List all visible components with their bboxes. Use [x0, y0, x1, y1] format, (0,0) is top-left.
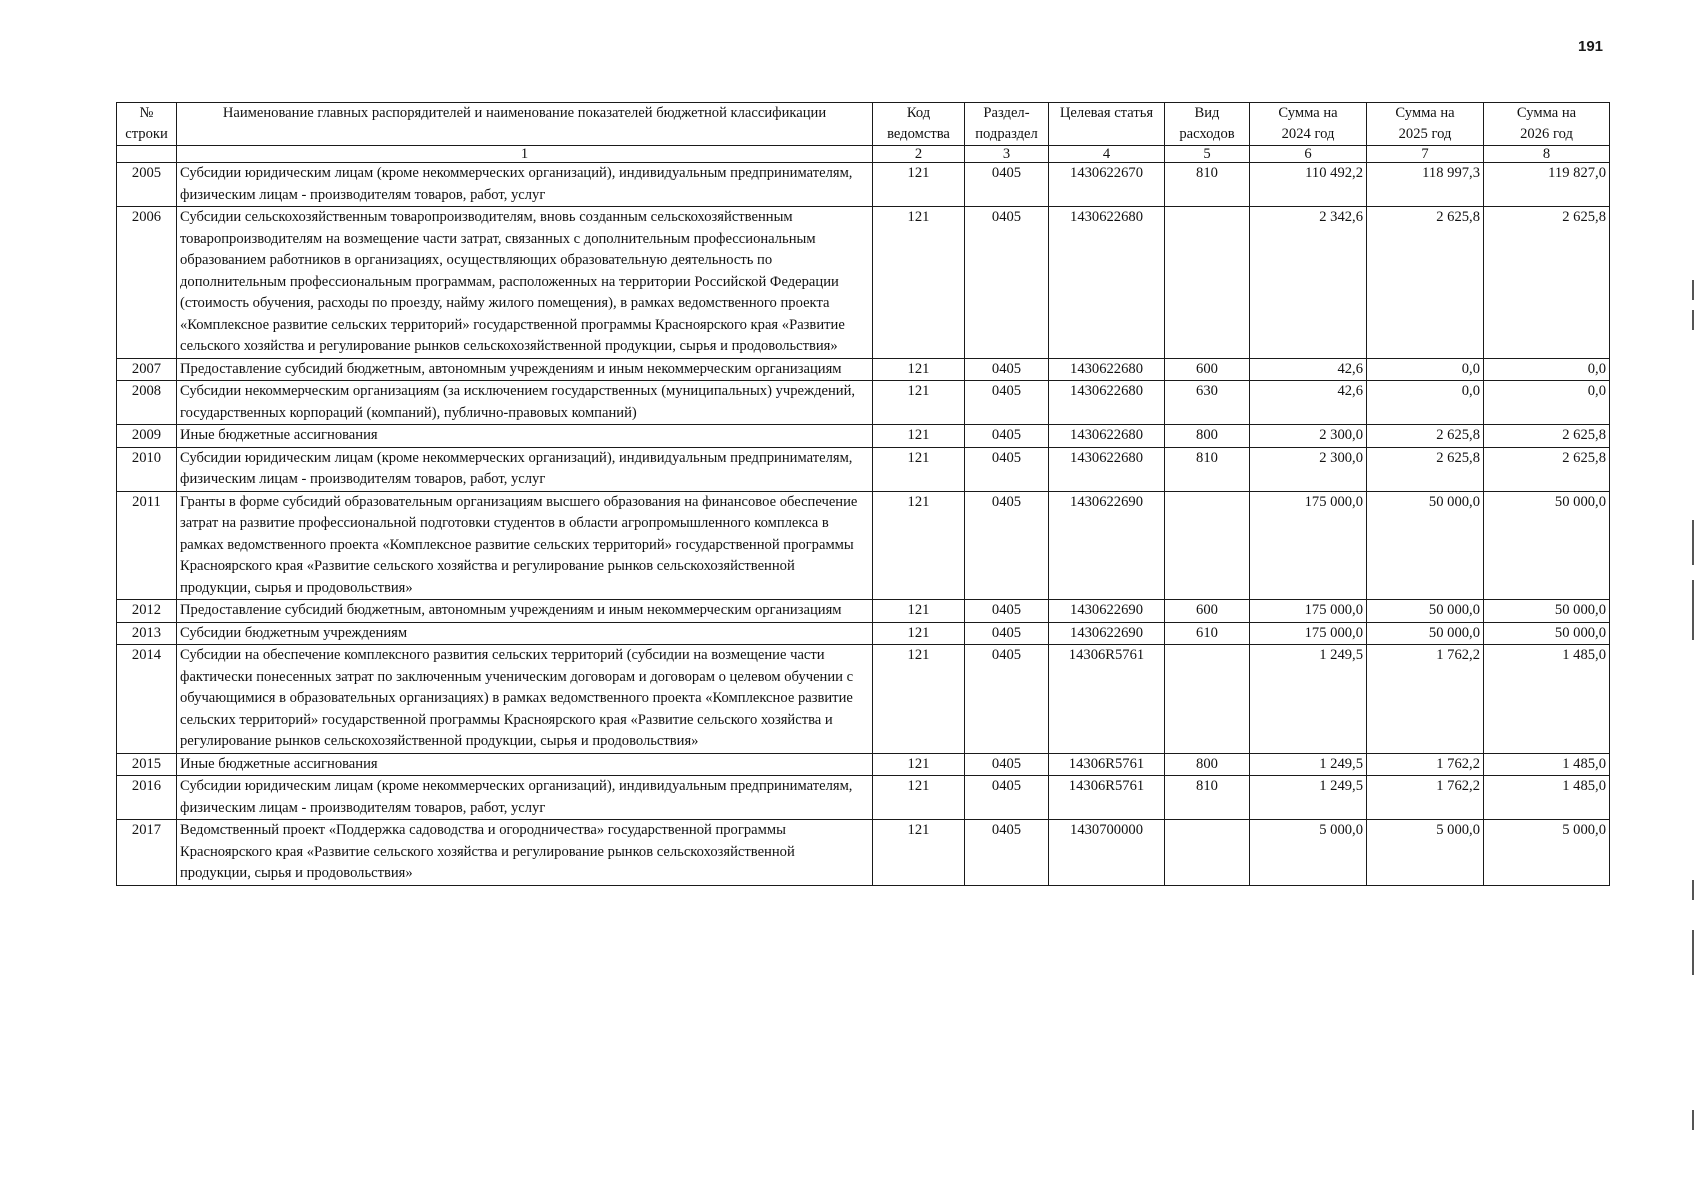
header-row-no: № строки — [117, 103, 177, 146]
scan-mark — [1692, 880, 1694, 900]
row-sum-2024: 1 249,5 — [1250, 645, 1367, 754]
column-number: 5 — [1165, 146, 1250, 163]
row-expense-type: 600 — [1165, 600, 1250, 623]
row-name: Иные бюджетные ассигнования — [177, 753, 873, 776]
column-number: 3 — [965, 146, 1049, 163]
row-sum-2026: 50 000,0 — [1484, 600, 1610, 623]
row-target-article: 1430622680 — [1049, 381, 1165, 425]
row-sum-2024: 2 300,0 — [1250, 447, 1367, 491]
scan-edge-marks — [1692, 0, 1698, 1200]
table-row — [117, 776, 1610, 820]
row-sum-2025: 2 625,8 — [1367, 207, 1484, 359]
header-expense-type: Вид расходов — [1165, 103, 1250, 146]
row-section: 0405 — [965, 645, 1049, 754]
table-row — [117, 753, 1610, 776]
scan-mark — [1692, 520, 1694, 565]
table-row — [117, 358, 1610, 381]
row-section: 0405 — [965, 207, 1049, 359]
row-expense-type: 800 — [1165, 753, 1250, 776]
row-number: 2006 — [117, 207, 177, 359]
row-sum-2026: 5 000,0 — [1484, 820, 1610, 886]
row-expense-type — [1165, 645, 1250, 754]
row-sum-2024: 175 000,0 — [1250, 622, 1367, 645]
row-target-article: 1430622690 — [1049, 491, 1165, 600]
row-target-article: 1430622670 — [1049, 163, 1165, 207]
row-name: Иные бюджетные ассигнования — [177, 425, 873, 448]
row-sum-2024: 2 300,0 — [1250, 425, 1367, 448]
row-expense-type: 810 — [1165, 163, 1250, 207]
row-name: Субсидии некоммерческим организациям (за исключением государственных (муниципальных) учреждений, государственных корпораций (компаний), публично-правовых компаний) — [177, 381, 873, 425]
row-expense-type: 610 — [1165, 622, 1250, 645]
row-dept-code: 121 — [873, 820, 965, 886]
row-section: 0405 — [965, 358, 1049, 381]
row-section: 0405 — [965, 600, 1049, 623]
row-sum-2025: 1 762,2 — [1367, 645, 1484, 754]
row-dept-code: 121 — [873, 425, 965, 448]
column-number: 4 — [1049, 146, 1165, 163]
row-dept-code: 121 — [873, 447, 965, 491]
row-sum-2026: 119 827,0 — [1484, 163, 1610, 207]
row-number: 2005 — [117, 163, 177, 207]
row-sum-2025: 5 000,0 — [1367, 820, 1484, 886]
row-expense-type — [1165, 820, 1250, 886]
row-sum-2024: 42,6 — [1250, 358, 1367, 381]
row-sum-2024: 110 492,2 — [1250, 163, 1367, 207]
row-name: Субсидии сельскохозяйственным товаропроизводителям, вновь созданным сельскохозяйственным товаропроизводителям на возмещение части затрат, связанных с дополнительным профессиональным образованием работников в организациях, осуществляющих образовательную деятельность по дополнительным профессиональным программам, расположенных на территории Российской Федерации (стоимость обучения, расходы по проезду, найму жилого помещения), в рамках ведомственного проекта «Комплексное развитие сельских территорий» государственной программы Красноярского края «Развитие сельского хозяйства и регулирование рынков сельскохозяйственной продукции, сырья и продовольствия» — [177, 207, 873, 359]
row-sum-2026: 1 485,0 — [1484, 776, 1610, 820]
row-target-article: 14306R5761 — [1049, 776, 1165, 820]
row-name: Ведомственный проект «Поддержка садоводства и огородничества» государственной программы Красноярского края «Развитие сельского хозяйства и регулирование рынков сельскохозяйственной продукции, сырья и продовольствия» — [177, 820, 873, 886]
row-sum-2026: 2 625,8 — [1484, 425, 1610, 448]
row-sum-2025: 118 997,3 — [1367, 163, 1484, 207]
row-number: 2017 — [117, 820, 177, 886]
row-section: 0405 — [965, 425, 1049, 448]
row-sum-2026: 0,0 — [1484, 358, 1610, 381]
row-sum-2024: 2 342,6 — [1250, 207, 1367, 359]
table-body — [117, 163, 1610, 886]
row-dept-code: 121 — [873, 600, 965, 623]
row-target-article: 14306R5761 — [1049, 645, 1165, 754]
row-number: 2011 — [117, 491, 177, 600]
row-sum-2026: 1 485,0 — [1484, 645, 1610, 754]
header-sum-2026: Сумма на 2026 год — [1484, 103, 1610, 146]
table-row — [117, 163, 1610, 207]
row-dept-code: 121 — [873, 381, 965, 425]
row-section: 0405 — [965, 753, 1049, 776]
row-sum-2026: 1 485,0 — [1484, 753, 1610, 776]
row-dept-code: 121 — [873, 207, 965, 359]
row-dept-code: 121 — [873, 622, 965, 645]
row-sum-2024: 42,6 — [1250, 381, 1367, 425]
row-dept-code: 121 — [873, 753, 965, 776]
row-number: 2014 — [117, 645, 177, 754]
row-number: 2007 — [117, 358, 177, 381]
row-number: 2009 — [117, 425, 177, 448]
row-target-article: 1430622680 — [1049, 425, 1165, 448]
row-sum-2025: 50 000,0 — [1367, 491, 1484, 600]
row-name: Предоставление субсидий бюджетным, автономным учреждениям и иным некоммерческим организациям — [177, 358, 873, 381]
row-section: 0405 — [965, 381, 1049, 425]
row-section: 0405 — [965, 491, 1049, 600]
table-row — [117, 447, 1610, 491]
row-name: Субсидии юридическим лицам (кроме некоммерческих организаций), индивидуальным предпринимателям, физическим лицам - производителям товаров, работ, услуг — [177, 163, 873, 207]
table-row — [117, 645, 1610, 754]
row-sum-2024: 1 249,5 — [1250, 753, 1367, 776]
row-number: 2010 — [117, 447, 177, 491]
column-number-row — [117, 146, 1610, 163]
header-sum-2025: Сумма на 2025 год — [1367, 103, 1484, 146]
scan-mark — [1692, 930, 1694, 975]
row-name: Гранты в форме субсидий образовательным организациям высшего образования на финансовое обеспечение затрат на развитие профессиональной подготовки студентов в области агропромышленного комплекса в рамках ведомственного проекта «Комплексное развитие сельских территорий» государственной программы Красноярского края «Развитие сельского хозяйства и регулирование рынков сельскохозяйственной продукции, сырья и продовольствия» — [177, 491, 873, 600]
table-header-row — [117, 103, 1610, 146]
row-expense-type: 810 — [1165, 776, 1250, 820]
row-expense-type: 630 — [1165, 381, 1250, 425]
header-name: Наименование главных распорядителей и наименование показателей бюджетной классификации — [177, 103, 873, 146]
table-row — [117, 622, 1610, 645]
row-sum-2024: 175 000,0 — [1250, 600, 1367, 623]
row-number: 2015 — [117, 753, 177, 776]
row-name: Субсидии юридическим лицам (кроме некоммерческих организаций), индивидуальным предпринимателям, физическим лицам - производителям товаров, работ, услуг — [177, 776, 873, 820]
row-sum-2025: 2 625,8 — [1367, 447, 1484, 491]
row-target-article: 1430622680 — [1049, 358, 1165, 381]
header-section: Раздел-подраздел — [965, 103, 1049, 146]
row-target-article: 1430622680 — [1049, 447, 1165, 491]
row-sum-2025: 1 762,2 — [1367, 753, 1484, 776]
row-number: 2008 — [117, 381, 177, 425]
row-expense-type: 810 — [1165, 447, 1250, 491]
row-target-article: 1430700000 — [1049, 820, 1165, 886]
row-section: 0405 — [965, 163, 1049, 207]
scan-mark — [1692, 1110, 1694, 1130]
row-dept-code: 121 — [873, 358, 965, 381]
row-dept-code: 121 — [873, 163, 965, 207]
row-target-article: 1430622680 — [1049, 207, 1165, 359]
row-name: Субсидии юридическим лицам (кроме некоммерческих организаций), индивидуальным предпринимателям, физическим лицам - производителям товаров, работ, услуг — [177, 447, 873, 491]
row-section: 0405 — [965, 776, 1049, 820]
row-name: Субсидии на обеспечение комплексного развития сельских территорий (субсидии на возмещение части фактически понесенных затрат по заключенным ученическим договорам и договорам о целевом обучении с обучающимися в образовательных организациях) в рамках ведомственного проекта «Комплексное развитие сельских территорий» государственной программы Красноярского края «Развитие сельского хозяйства и регулирование рынков сельскохозяйственной продукции, сырья и продовольствия» — [177, 645, 873, 754]
row-expense-type — [1165, 491, 1250, 600]
row-expense-type: 600 — [1165, 358, 1250, 381]
row-sum-2026: 2 625,8 — [1484, 207, 1610, 359]
row-number: 2016 — [117, 776, 177, 820]
row-dept-code: 121 — [873, 491, 965, 600]
row-dept-code: 121 — [873, 645, 965, 754]
header-target-article: Целевая статья — [1049, 103, 1165, 146]
header-dept-code: Код ведомства — [873, 103, 965, 146]
row-sum-2025: 0,0 — [1367, 381, 1484, 425]
table-row — [117, 425, 1610, 448]
row-expense-type: 800 — [1165, 425, 1250, 448]
row-number: 2013 — [117, 622, 177, 645]
scan-mark — [1692, 280, 1694, 300]
table-row — [117, 381, 1610, 425]
table-row — [117, 491, 1610, 600]
header-sum-2024: Сумма на 2024 год — [1250, 103, 1367, 146]
row-sum-2025: 2 625,8 — [1367, 425, 1484, 448]
row-name: Субсидии бюджетным учреждениям — [177, 622, 873, 645]
row-target-article: 1430622690 — [1049, 622, 1165, 645]
row-number: 2012 — [117, 600, 177, 623]
row-sum-2026: 50 000,0 — [1484, 622, 1610, 645]
row-sum-2024: 5 000,0 — [1250, 820, 1367, 886]
column-number: 2 — [873, 146, 965, 163]
row-sum-2025: 50 000,0 — [1367, 622, 1484, 645]
row-sum-2026: 0,0 — [1484, 381, 1610, 425]
row-expense-type — [1165, 207, 1250, 359]
scan-mark — [1692, 310, 1694, 330]
row-sum-2026: 2 625,8 — [1484, 447, 1610, 491]
row-sum-2025: 0,0 — [1367, 358, 1484, 381]
row-sum-2024: 175 000,0 — [1250, 491, 1367, 600]
table-row — [117, 820, 1610, 886]
scan-mark — [1692, 580, 1694, 640]
row-name: Предоставление субсидий бюджетным, автономным учреждениям и иным некоммерческим организациям — [177, 600, 873, 623]
row-sum-2024: 1 249,5 — [1250, 776, 1367, 820]
row-dept-code: 121 — [873, 776, 965, 820]
column-number: 6 — [1250, 146, 1367, 163]
budget-table — [116, 102, 1610, 886]
row-target-article: 1430622690 — [1049, 600, 1165, 623]
column-number: 8 — [1484, 146, 1610, 163]
row-sum-2025: 50 000,0 — [1367, 600, 1484, 623]
row-sum-2025: 1 762,2 — [1367, 776, 1484, 820]
column-number: 7 — [1367, 146, 1484, 163]
row-target-article: 14306R5761 — [1049, 753, 1165, 776]
row-section: 0405 — [965, 820, 1049, 886]
row-sum-2026: 50 000,0 — [1484, 491, 1610, 600]
row-section: 0405 — [965, 622, 1049, 645]
row-section: 0405 — [965, 447, 1049, 491]
column-number: 1 — [177, 146, 873, 163]
table-row — [117, 600, 1610, 623]
column-number — [117, 146, 177, 163]
table-row — [117, 207, 1610, 359]
page-number: 191 — [1578, 38, 1604, 55]
